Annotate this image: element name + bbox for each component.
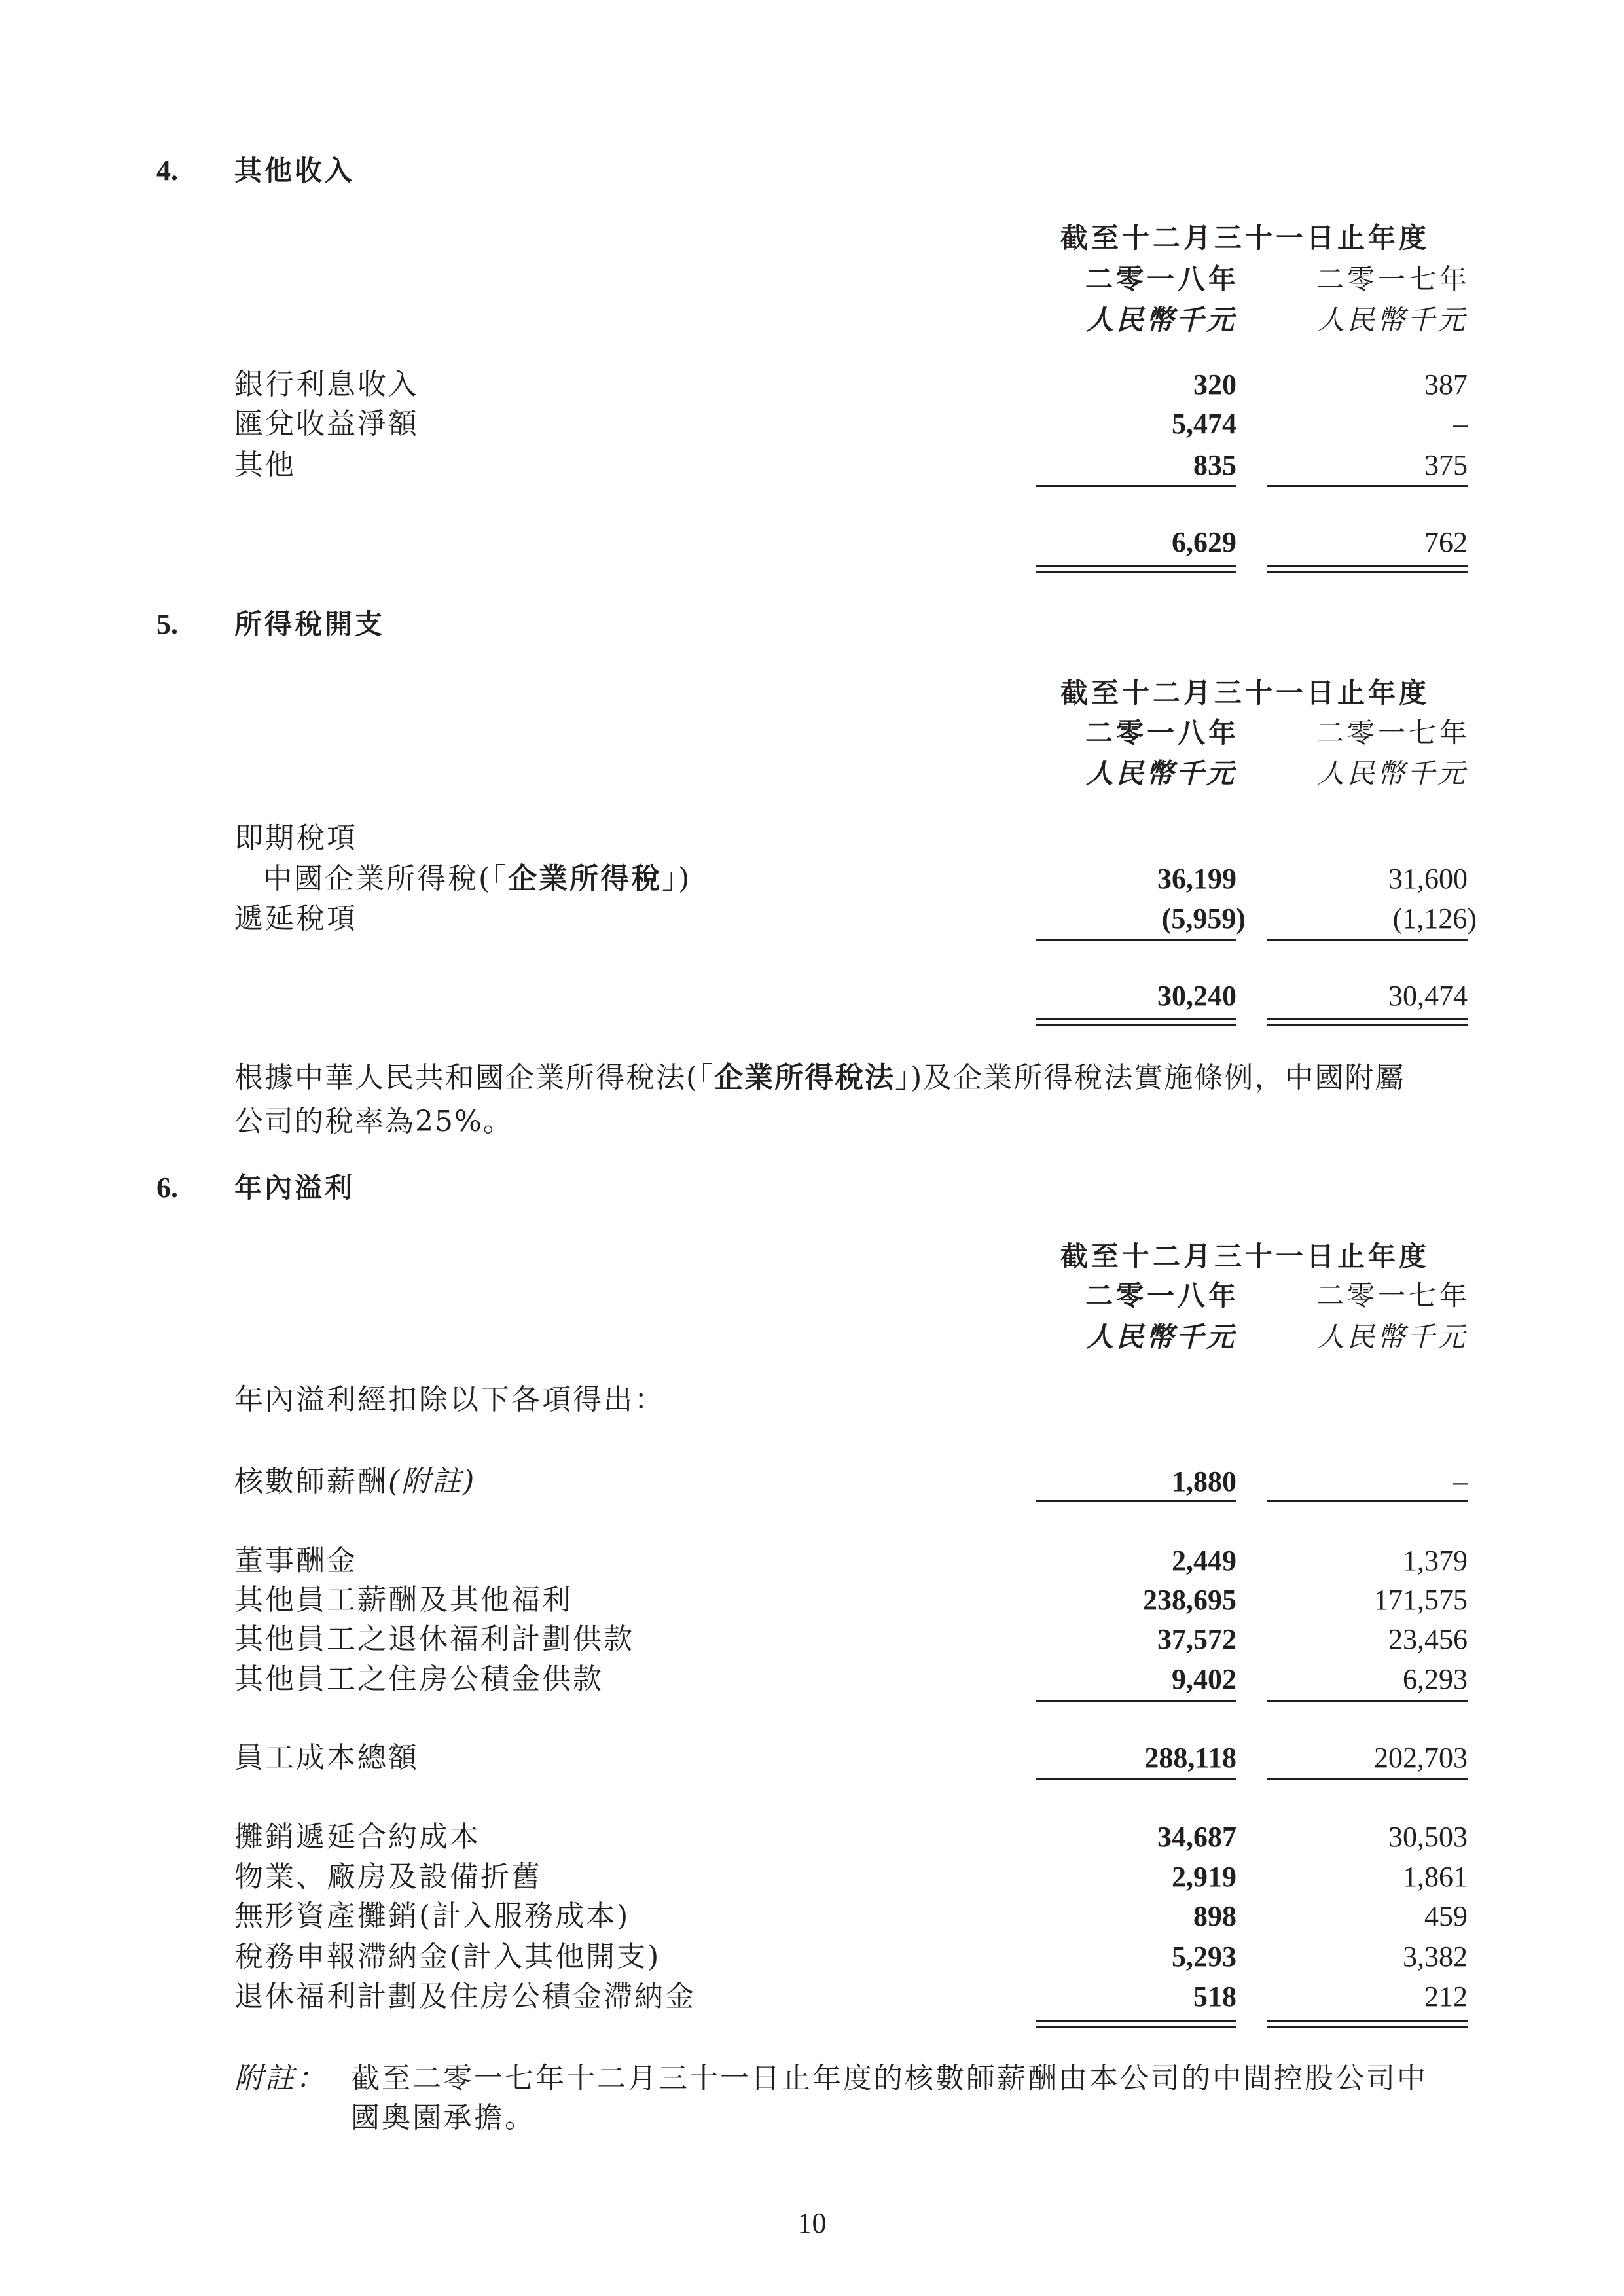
section-title: 年內溢利 [234, 1172, 355, 1204]
row-label: 稅務申報滯納金(計入其他開支) [234, 1940, 661, 1973]
table-row [0, 446, 1624, 485]
page-number: 10 [797, 2207, 827, 2239]
footnote-label: 附註： [234, 2062, 327, 2095]
value-2017: 387 [1424, 368, 1468, 401]
explanation-text: 公司的稅率為25%。 [234, 1105, 513, 1138]
table-row [0, 859, 1624, 899]
table-row [0, 1897, 1624, 1936]
value-2018: 320 [1193, 368, 1236, 401]
year-2017-header: 二零一七年 [1316, 263, 1470, 295]
value-2017: 1,861 [1403, 1861, 1468, 1893]
table-row [0, 1660, 1624, 1699]
total-2017: 30,474 [1388, 980, 1468, 1012]
table-row [0, 1937, 1624, 1977]
value-2017: 212 [1424, 1981, 1468, 2013]
value-2018: 2,449 [1172, 1545, 1236, 1577]
value-2018: (5,959) [1161, 903, 1246, 935]
row-label: 銀行利息收入 [234, 368, 419, 401]
section-6-heading [0, 1168, 1624, 1208]
total-row [0, 523, 1624, 562]
section-5-heading [0, 605, 1624, 644]
table-row [0, 1818, 1624, 1857]
current-tax-label: 即期稅項 [234, 821, 357, 855]
year-header-row [0, 713, 1624, 753]
row-label: 其他員工之住房公積金供款 [234, 1662, 604, 1696]
intro-text: 年內溢利經扣除以下各項得出： [234, 1383, 665, 1416]
row-label: 員工成本總額 [234, 1741, 419, 1774]
value-2017: 23,456 [1388, 1623, 1468, 1655]
value-2018: 288,118 [1144, 1742, 1236, 1774]
total-2018: 30,240 [1157, 980, 1236, 1012]
unit-2018-header: 人民幣千元 [1085, 304, 1236, 336]
value-2017: 171,575 [1374, 1584, 1468, 1616]
row-label: 無形資產攤銷(計入服務成本) [234, 1899, 630, 1933]
footnote-line [0, 2098, 1624, 2138]
value-2017: (1,126) [1392, 903, 1477, 935]
total-double-rule [1267, 565, 1468, 573]
year-2018-header: 二零一八年 [1085, 717, 1239, 749]
row-label: 匯兌收益淨額 [234, 407, 419, 440]
row-label: 物業、廠房及設備折舊 [234, 1860, 542, 1893]
value-2017: – [1453, 408, 1468, 440]
table-row [0, 1462, 1624, 1501]
table-row [0, 1581, 1624, 1620]
explanation-line [0, 1102, 1624, 1141]
subtotal-rule [1036, 1778, 1236, 1780]
year-header-row [0, 260, 1624, 299]
table-row [0, 1620, 1624, 1659]
explanation-line [0, 1058, 1624, 1098]
value-2018: 1,880 [1172, 1465, 1236, 1498]
footnote-text: 國奧園承擔。 [351, 2101, 535, 2134]
subtotal-rule [1267, 1700, 1468, 1702]
period-header-row [0, 673, 1624, 713]
value-2017: 6,293 [1403, 1663, 1468, 1695]
note-reference: (附註) [388, 1465, 477, 1498]
unit-header-row [0, 754, 1624, 793]
unit-2017-header: 人民幣千元 [1316, 304, 1468, 336]
value-2017: – [1453, 1465, 1468, 1498]
value-2018: 37,572 [1157, 1623, 1236, 1655]
table-row [0, 1977, 1624, 2017]
row-label [263, 859, 691, 899]
section-4-heading [0, 151, 1624, 190]
total-2018: 6,629 [1172, 526, 1236, 558]
total-double-rule [1036, 565, 1236, 573]
value-2018: 5,474 [1172, 408, 1236, 440]
unit-2018-header: 人民幣千元 [1085, 1321, 1236, 1353]
page-footer [0, 2204, 1624, 2243]
row-label: 退休福利計劃及住房公積金滯納金 [234, 1980, 696, 2013]
value-2017: 30,503 [1388, 1821, 1468, 1853]
label-suffix: 」) [662, 862, 692, 895]
table-row [0, 404, 1624, 444]
period-header-row [0, 1237, 1624, 1276]
value-2017: 459 [1424, 1900, 1468, 1932]
row-label: 遞延稅項 [234, 902, 357, 935]
row-label [234, 1462, 476, 1501]
value-2018: 238,695 [1143, 1584, 1236, 1616]
period-header-row [0, 219, 1624, 258]
unit-2018-header: 人民幣千元 [1085, 757, 1236, 789]
total-double-rule [1036, 1018, 1236, 1026]
table-row [0, 1857, 1624, 1897]
explanation-text [234, 1058, 1405, 1098]
row-label: 攤銷遞延合約成本 [234, 1820, 480, 1854]
subtotal-rule [1036, 1700, 1236, 1702]
total-row [0, 977, 1624, 1016]
year-2018-header: 二零一八年 [1085, 1280, 1239, 1312]
value-2018: 835 [1193, 449, 1236, 481]
label-prefix: 中國企業所得稅(「 [263, 862, 509, 895]
subtotal-rule [1036, 1500, 1236, 1502]
row-label: 其他員工之退休福利計劃供款 [234, 1623, 634, 1656]
defined-term: 企業所得稅法 [714, 1061, 895, 1094]
year-2018-header: 二零一八年 [1085, 263, 1239, 295]
table-row [0, 899, 1624, 939]
text-suffix: 」)及企業所得稅法實施條例，中國附屬 [895, 1061, 1405, 1094]
defined-term: 企業所得稅 [508, 862, 662, 895]
value-2018: 34,687 [1157, 1821, 1236, 1853]
staff-total-row [0, 1738, 1624, 1778]
subtotal-rule [1267, 1500, 1468, 1502]
row-label: 其他員工薪酬及其他福利 [234, 1583, 573, 1617]
auditor-label: 核數師薪酬 [234, 1465, 388, 1498]
subtotal-rule [1036, 939, 1236, 941]
period-header: 截至十二月三十一日止年度 [1060, 677, 1430, 709]
footnote-line [0, 2059, 1624, 2098]
period-header: 截至十二月三十一日止年度 [1060, 1240, 1430, 1272]
year-2017-header: 二零一七年 [1316, 1280, 1470, 1312]
unit-2017-header: 人民幣千元 [1316, 1321, 1468, 1353]
value-2018: 518 [1193, 1981, 1236, 2013]
period-header: 截至十二月三十一日止年度 [1060, 222, 1430, 254]
text-prefix: 根據中華人民共和國企業所得稅法(「 [234, 1061, 715, 1094]
value-2018: 2,919 [1172, 1861, 1236, 1893]
value-2018: 9,402 [1172, 1663, 1236, 1695]
total-double-rule [1267, 2020, 1468, 2028]
total-double-rule [1267, 1018, 1468, 1026]
value-2017: 375 [1424, 449, 1468, 481]
section-title: 所得稅開支 [234, 608, 386, 640]
value-2017: 202,703 [1374, 1742, 1468, 1774]
value-2017: 31,600 [1388, 863, 1468, 895]
subheading-row [0, 819, 1624, 858]
value-2017: 1,379 [1403, 1545, 1468, 1577]
subtotal-rule [1267, 485, 1468, 487]
intro-row [0, 1380, 1624, 1420]
row-label: 董事酬金 [234, 1544, 357, 1577]
subtotal-rule [1267, 1778, 1468, 1780]
section-number: 4. [156, 154, 178, 187]
table-row [0, 365, 1624, 404]
value-2018: 898 [1193, 1900, 1236, 1932]
section-title: 其他收入 [234, 154, 355, 187]
value-2018: 5,293 [1172, 1941, 1236, 1973]
unit-2017-header: 人民幣千元 [1316, 757, 1468, 789]
subtotal-rule [1036, 485, 1236, 487]
year-header-row [0, 1276, 1624, 1316]
total-double-rule [1036, 2020, 1236, 2028]
section-number: 5. [156, 608, 178, 640]
value-2018: 36,199 [1157, 863, 1236, 895]
total-2017: 762 [1424, 526, 1468, 558]
subtotal-rule [1267, 939, 1468, 941]
table-row [0, 1541, 1624, 1581]
year-2017-header: 二零一七年 [1316, 717, 1470, 749]
section-number: 6. [156, 1172, 178, 1204]
unit-header-row [0, 300, 1624, 340]
value-2017: 3,382 [1403, 1941, 1468, 1973]
footnote-text: 截至二零一七年十二月三十一日止年度的核數師薪酬由本公司的中間控股公司中 [351, 2062, 1428, 2095]
row-label: 其他 [234, 448, 296, 482]
unit-header-row [0, 1318, 1624, 1357]
